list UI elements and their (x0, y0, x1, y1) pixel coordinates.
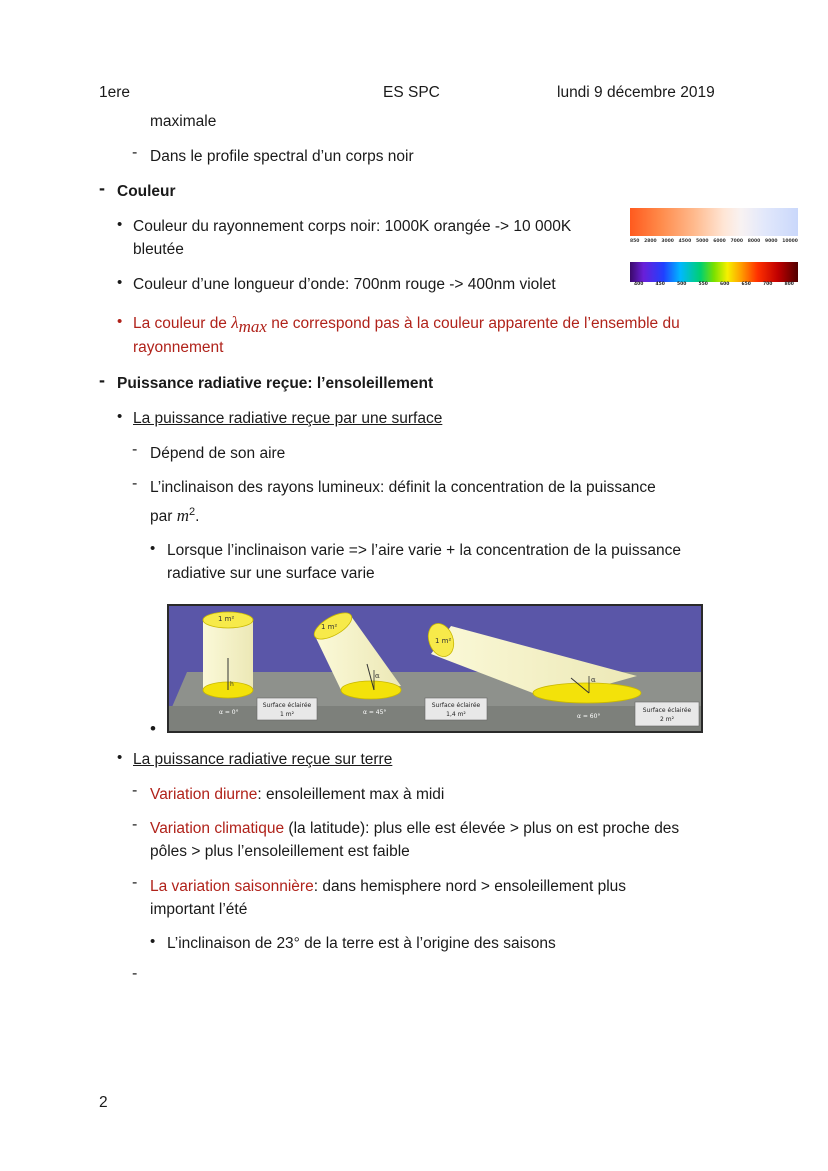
scale-tick: 7000 (730, 239, 743, 244)
bullet-dot: • (150, 719, 156, 738)
text-aire: Dépend de son aire (150, 445, 286, 462)
angle-caption: α = 60° (577, 713, 601, 720)
height-symbol: h (230, 681, 234, 688)
bullet-dot: • (150, 933, 156, 950)
text-inclinaison-2 (150, 501, 199, 528)
beam-label: 1 m² (435, 637, 452, 645)
surface-caption: Surface éclairée (431, 702, 481, 709)
blackbody-color-bar (630, 208, 798, 236)
scale-tick: 600 (720, 282, 730, 287)
bullet-dot: • (117, 274, 123, 291)
dash-bullet: - (99, 178, 105, 198)
bullet-dot: • (117, 408, 123, 425)
text-climatique-rest: (la latitude): plus elle est élevée > plus on est proche des (284, 820, 680, 837)
text-lorsque-2: radiative sur une surface varie (167, 565, 375, 582)
angle-caption: α = 45° (363, 709, 387, 716)
angle-symbol: α (591, 676, 596, 684)
text-profile: Dans le profile spectral d’un corps noir (150, 148, 414, 165)
text-diurne-rest: : ensoleillement max à midi (257, 786, 445, 803)
text-par: par (150, 508, 177, 526)
bullet-dot: • (117, 749, 123, 766)
inclination-illustration (167, 604, 703, 733)
text-period: . (195, 508, 200, 526)
scale-tick: 8000 (747, 239, 761, 244)
page-number: 2 (99, 1094, 108, 1111)
vertical-beam-cylinder (203, 612, 253, 698)
beam-label: 1 m² (218, 615, 235, 623)
section-heading-couleur: Couleur (117, 183, 176, 200)
scale-tick: 2800 (644, 239, 657, 244)
angle-symbol: α (375, 672, 380, 680)
wavelength-scale (630, 282, 798, 287)
dash-bullet: - (132, 475, 138, 492)
text-diurne-red: Variation diurne (150, 786, 258, 803)
dash-bullet: - (132, 874, 138, 891)
dash-bullet: - (132, 965, 138, 982)
text-inclinaison-23: L’inclinaison de 23° de la terre est à l’origine des saisons (167, 935, 556, 952)
text-climatique-red: Variation climatique (150, 820, 285, 837)
m-exponent: 2 (189, 506, 196, 518)
bullet-dot: • (117, 313, 123, 330)
scale-tick: 450 (655, 282, 665, 287)
text-lambda-line2: rayonnement (133, 339, 224, 356)
text-lambda-pre: La couleur de (133, 315, 232, 332)
visible-spectrum-bar (630, 262, 798, 282)
dash-bullet: - (132, 782, 138, 799)
scale-tick: 4500 (678, 239, 692, 244)
scale-tick: 10000 (782, 239, 798, 244)
scale-tick: 9000 (765, 239, 778, 244)
text-climatique-1 (150, 817, 679, 840)
text-saison-red: La variation saisonnière (150, 878, 314, 895)
scale-tick: 850 (630, 239, 640, 244)
text-saison-2: important l’été (150, 901, 248, 918)
scale-tick: 400 (634, 282, 644, 287)
text-lorsque-1: Lorsque l’inclinaison varie => l’aire varie + la concentration de la puissance (167, 542, 681, 559)
text-diurne (150, 783, 444, 806)
blackbody-scale (630, 239, 798, 244)
angle-caption: α = 0° (219, 709, 239, 716)
surface-caption-value: 2 m² (660, 716, 674, 723)
header-left: 1ere (99, 84, 131, 101)
scale-tick: 650 (741, 282, 751, 287)
text-climatique-2: pôles > plus l’ensoleillement est faible (150, 843, 410, 860)
scale-tick: 3000 (661, 239, 674, 244)
text-surface-item: La puissance radiative reçue par une surface (133, 410, 443, 427)
text-longueur-onde: Couleur d’une longueur d’onde: 700nm rouge -> 400nm violet (133, 276, 556, 293)
dash-bullet: - (132, 144, 138, 161)
scale-tick: 700 (763, 282, 773, 287)
lambda-symbol: λ (231, 313, 239, 332)
dash-bullet: - (132, 816, 138, 833)
beam-label: 1 m² (321, 623, 338, 631)
text-corps-noir-2: bleutée (133, 241, 184, 258)
scale-tick: 5000 (695, 239, 709, 244)
header-date: lundi 9 décembre 2019 (557, 84, 715, 101)
m-symbol: m (176, 506, 189, 526)
bullet-dot: • (117, 216, 123, 233)
text-terre-item: La puissance radiative reçue sur terre (133, 751, 393, 768)
surface-caption-value: 1 m² (280, 711, 294, 718)
text-saison-rest: : dans hemisphere nord > ensoleillement plus (313, 878, 627, 895)
bullet-dot: • (150, 540, 156, 557)
text-maximale: maximale (150, 113, 217, 130)
dash-bullet: - (132, 441, 138, 458)
text-corps-noir-1: Couleur du rayonnement corps noir: 1000K orangée -> 10 000K (133, 218, 572, 235)
scale-tick: 6000 (713, 239, 726, 244)
text-inclinaison-1: L’inclinaison des rayons lumineux: définit la concentration de la puissance (150, 479, 656, 496)
text-lambda-post: ne correspond pas à la couleur apparente de l’ensemble du (266, 315, 680, 332)
scale-tick: 500 (677, 282, 687, 287)
text-lambda-max (133, 311, 680, 338)
surface-caption-value: 1,4 m² (446, 711, 466, 718)
scale-tick: 550 (698, 282, 708, 287)
scale-tick: 800 (784, 282, 794, 287)
lambda-subscript: max (238, 317, 267, 337)
dash-bullet: - (99, 370, 105, 390)
section-heading-puissance: Puissance radiative reçue: l’ensoleillement (117, 375, 434, 392)
text-saison-1 (150, 875, 626, 898)
surface-caption: Surface éclairée (642, 707, 692, 714)
surface-caption: Surface éclairée (262, 702, 312, 709)
header-center: ES SPC (383, 84, 440, 101)
